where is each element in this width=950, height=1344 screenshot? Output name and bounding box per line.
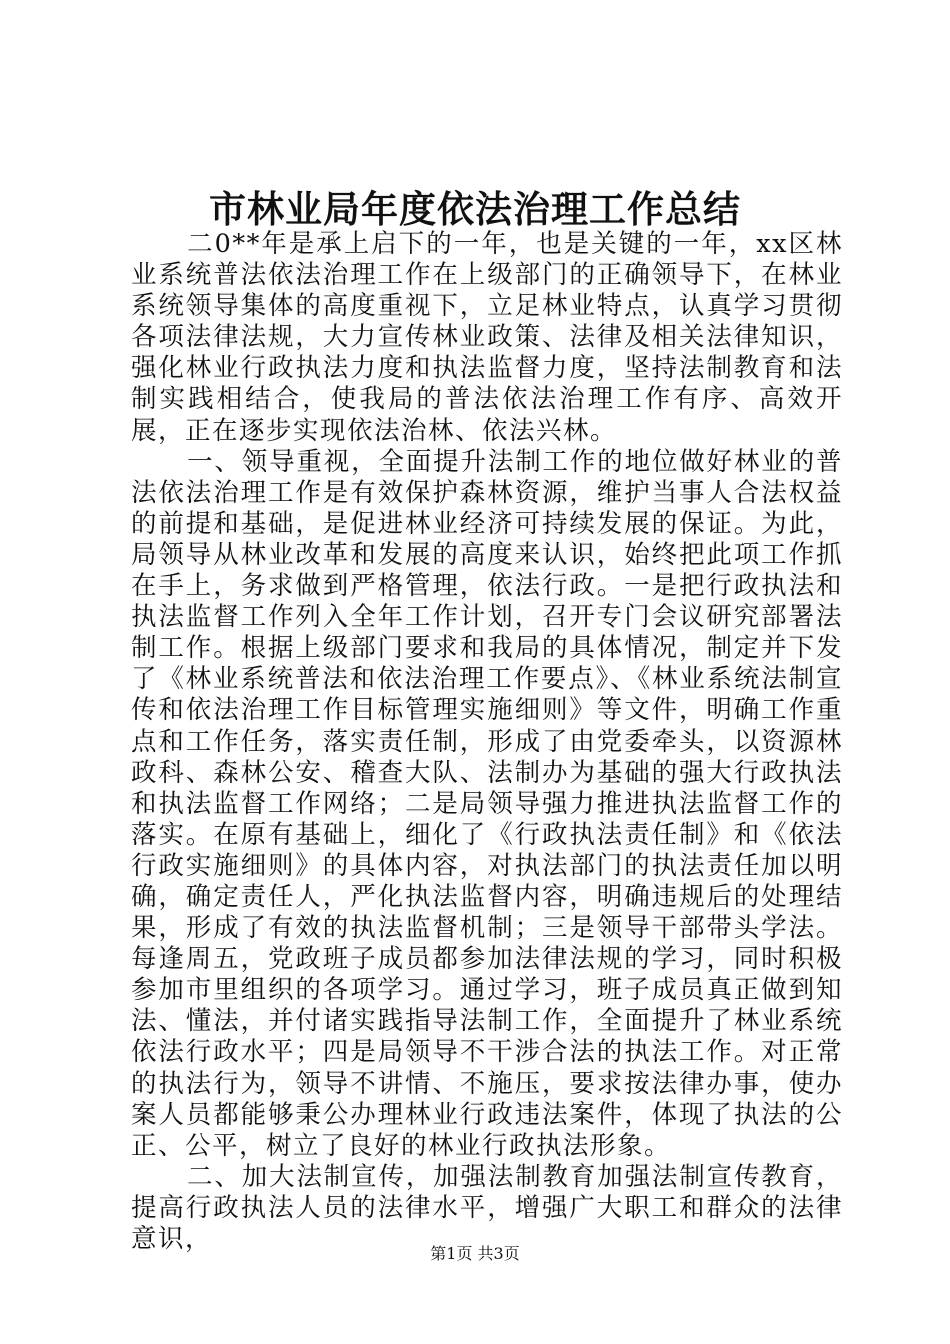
document-body [131, 229, 843, 1255]
paragraph-intro: 二0**年是承上启下的一年，也是关键的一年，xx区林业系统普法依法治理工作在上级部门的正确领导下，在林业系统领导集体的高度重视下，立足林业特点，认真学习贯彻各项法律法规，大力宣传林业政策、法律及相关法律知识，强化林业行政执法力度和执法监督力度，坚持法制教育和法制实践相结合，使我局的普法依法治理工作有序、高效开展，正在逐步实现依法治林、依法兴林。 [131, 229, 843, 446]
paragraph-section-one: 一、领导重视，全面提升法制工作的地位做好林业的普法依法治理工作是有效保护森林资源，维护当事人合法权益的前提和基础，是促进林业经济可持续发展的保证。为此，局领导从林业改革和发展的高度来认识，始终把此项工作抓在手上，务求做到严格管理，依法行政。一是把行政执法和执法监督工作列入全年工作计划，召开专门会议研究部署法制工作。根据上级部门要求和我局的具体情况，制定并下发了《林业系统普法和依法治理工作要点》、《林业系统法制宣传和依法治理工作目标管理实施细则》等文件，明确工作重点和工作任务，落实责任制，形成了由党委牵头，以资源林政科、森林公安、稽查大队、法制办为基础的强大行政执法和执法监督工作网络；二是局领导强力推进执法监督工作的落实。在原有基础上，细化了《行政执法责任制》和《依法行政实施细则》的具体内容，对执法部门的执法责任加以明确，确定责任人，严化执法监督内容，明确违规后的处理结果，形成了有效的执法监督机制；三是领导干部带头学法。每逢周五，党政班子成员都参加法律法规的学习，同时积极参加市里组织的各项学习。通过学习，班子成员真正做到知法、懂法，并付诸实践指导法制工作，全面提升了林业系统依法行政水平；四是局领导不干涉合法的执法工作。对正常的执法行为，领导不讲情、不施压，要求按法律办事，使办案人员都能够秉公办理林业行政违法案件，体现了执法的公正、公平，树立了良好的林业行政执法形象。 [131, 446, 843, 1161]
paragraph-section-two: 二、加大法制宣传，加强法制教育加强法制宣传教育，提高行政执法人员的法律水平，增强广大职工和群众的法律意识， [131, 1161, 843, 1254]
document-title: 市林业局年度依法治理工作总结 [209, 187, 741, 231]
page-footer: 第1页 共3页 [430, 1244, 520, 1263]
